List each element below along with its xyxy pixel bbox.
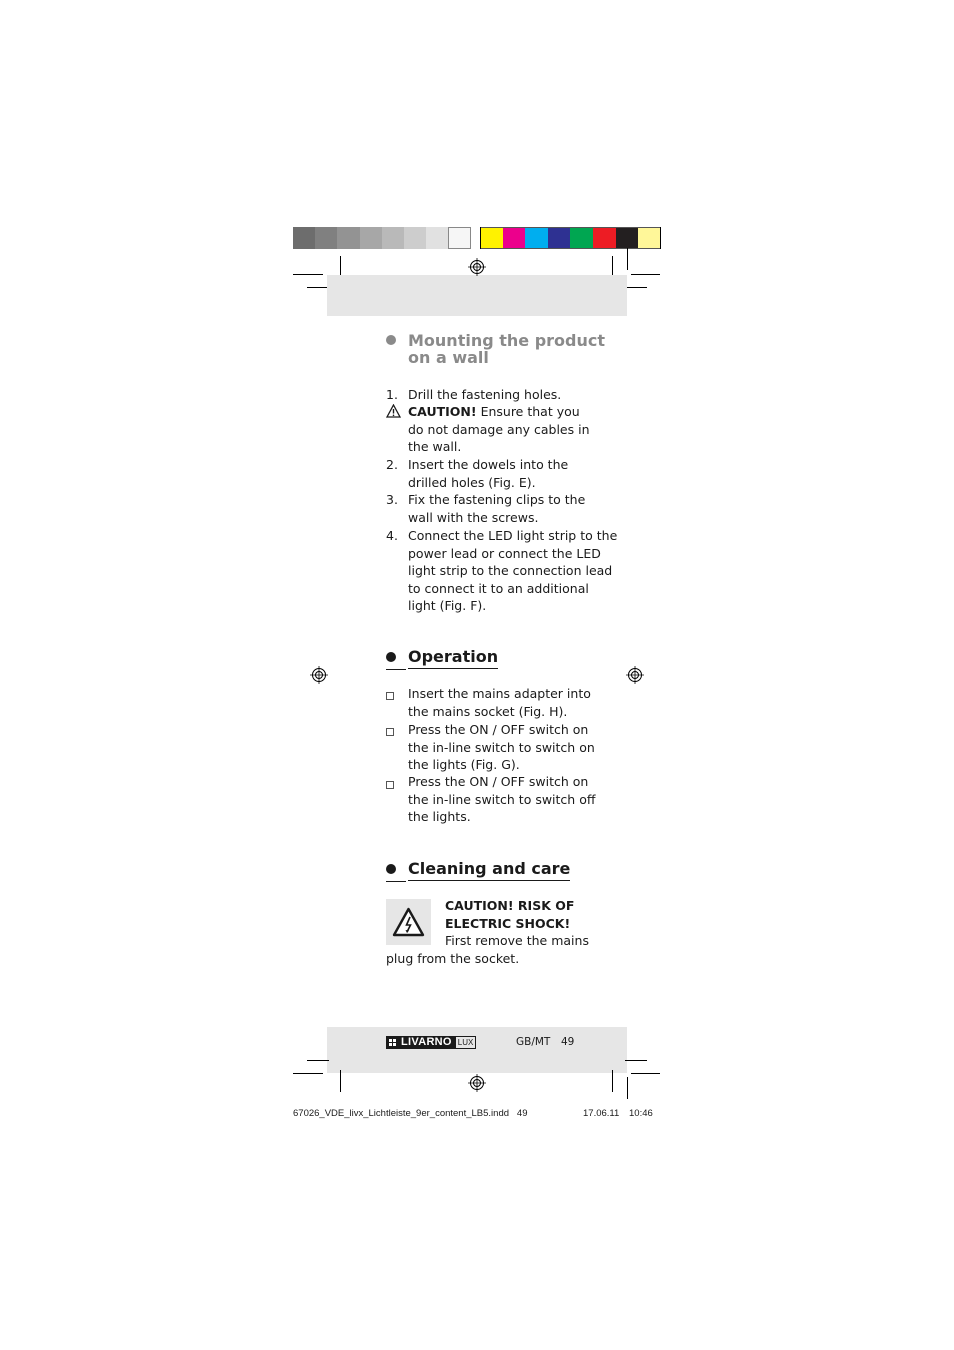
step-number: 1. bbox=[386, 387, 398, 402]
step-number: 3. bbox=[386, 492, 398, 507]
color-swatch bbox=[426, 227, 449, 249]
section-title-operation: Operation bbox=[408, 648, 498, 669]
slug-date: 17.06.11 bbox=[583, 1108, 620, 1119]
page-locale: GB/MT bbox=[516, 1036, 551, 1048]
crop-mark bbox=[293, 1073, 323, 1074]
color-swatch bbox=[404, 227, 427, 249]
warning-triangle-icon bbox=[386, 404, 401, 418]
section-bullet-icon bbox=[386, 652, 396, 662]
color-swatch bbox=[570, 227, 593, 249]
crop-mark bbox=[307, 1060, 329, 1061]
crop-mark bbox=[612, 1070, 613, 1092]
caution-label: CAUTION! bbox=[408, 404, 477, 419]
color-swatch bbox=[337, 227, 360, 249]
caution-note: CAUTION! Ensure that you do not damage any cables in the wall. bbox=[408, 404, 590, 455]
crop-mark bbox=[631, 274, 660, 275]
color-swatch bbox=[503, 227, 526, 249]
step-text: Fix the fastening clips to the wall with the screws. bbox=[408, 492, 586, 525]
crop-mark bbox=[625, 1060, 647, 1061]
step-text: Insert the dowels into the drilled holes (Fig. E). bbox=[408, 457, 569, 490]
section-bullet-icon bbox=[386, 335, 396, 345]
shock-warning-text: CAUTION! RISK OF ELECTRIC SHOCK! First remove the mains bbox=[445, 898, 589, 949]
color-swatch bbox=[525, 227, 548, 249]
slug-time: 10:46 bbox=[629, 1108, 653, 1119]
registration-mark-icon bbox=[310, 666, 328, 684]
step-text: Connect the LED light strip to the power lead or connect the LED light strip to the connection lead to connect it to an additional light (Fig. F). bbox=[408, 528, 618, 614]
list-item: Press the ON / OFF switch on the in-line switch to switch off the lights. bbox=[408, 774, 596, 825]
page-number: 49 bbox=[561, 1036, 575, 1048]
brand-name: LIVARNO bbox=[399, 1036, 455, 1049]
crop-mark bbox=[293, 274, 323, 275]
step-text: Drill the fastening holes. bbox=[408, 387, 562, 402]
footer-band bbox=[327, 1027, 627, 1073]
cleaning-text: plug from the socket. bbox=[386, 951, 520, 966]
step-number: 4. bbox=[386, 528, 398, 543]
section-title-mounting: Mounting the product on a wall bbox=[408, 331, 606, 367]
checkbox-bullet-icon bbox=[386, 781, 394, 789]
crop-mark bbox=[307, 287, 329, 288]
registration-mark-icon bbox=[468, 258, 486, 276]
checkbox-bullet-icon bbox=[386, 692, 394, 700]
color-swatch bbox=[448, 227, 471, 249]
brand-suffix: LUX bbox=[455, 1036, 477, 1049]
registration-mark-icon bbox=[626, 666, 644, 684]
shock-warning-box bbox=[386, 899, 431, 945]
color-bar-edge bbox=[480, 227, 481, 249]
crop-mark bbox=[631, 1073, 660, 1074]
list-item: Insert the mains adapter into the mains socket (Fig. H). bbox=[408, 686, 591, 719]
slug-filename: 67026_VDE_livx_Lichtleiste_9er_content_LB5.indd 49 bbox=[293, 1108, 528, 1119]
color-swatch bbox=[638, 227, 661, 249]
electric-shock-warning-icon bbox=[392, 907, 425, 937]
section-heading-rule bbox=[386, 881, 406, 882]
color-swatch bbox=[382, 227, 405, 249]
color-swatch bbox=[315, 227, 338, 249]
section-bullet-icon bbox=[386, 864, 396, 874]
brand-logo-icon bbox=[386, 1036, 399, 1049]
color-swatch bbox=[616, 227, 639, 249]
crop-mark bbox=[625, 287, 647, 288]
color-swatch bbox=[480, 227, 503, 249]
brand-logo bbox=[386, 1036, 476, 1049]
color-bar-edge bbox=[660, 227, 661, 249]
list-item: Press the ON / OFF switch on the in-line switch to switch on the lights (Fig. G). bbox=[408, 722, 595, 773]
registration-mark-icon bbox=[468, 1074, 486, 1092]
color-swatch bbox=[360, 227, 383, 249]
color-swatch bbox=[548, 227, 571, 249]
color-swatch bbox=[593, 227, 616, 249]
checkbox-bullet-icon bbox=[386, 728, 394, 736]
header-band bbox=[327, 275, 627, 316]
section-title-cleaning: Cleaning and care bbox=[408, 860, 570, 881]
step-number: 2. bbox=[386, 457, 398, 472]
color-swatch bbox=[293, 227, 316, 249]
crop-mark bbox=[340, 1070, 341, 1092]
crop-mark bbox=[627, 248, 628, 270]
crop-mark bbox=[627, 1077, 628, 1099]
section-heading-rule bbox=[386, 669, 406, 670]
